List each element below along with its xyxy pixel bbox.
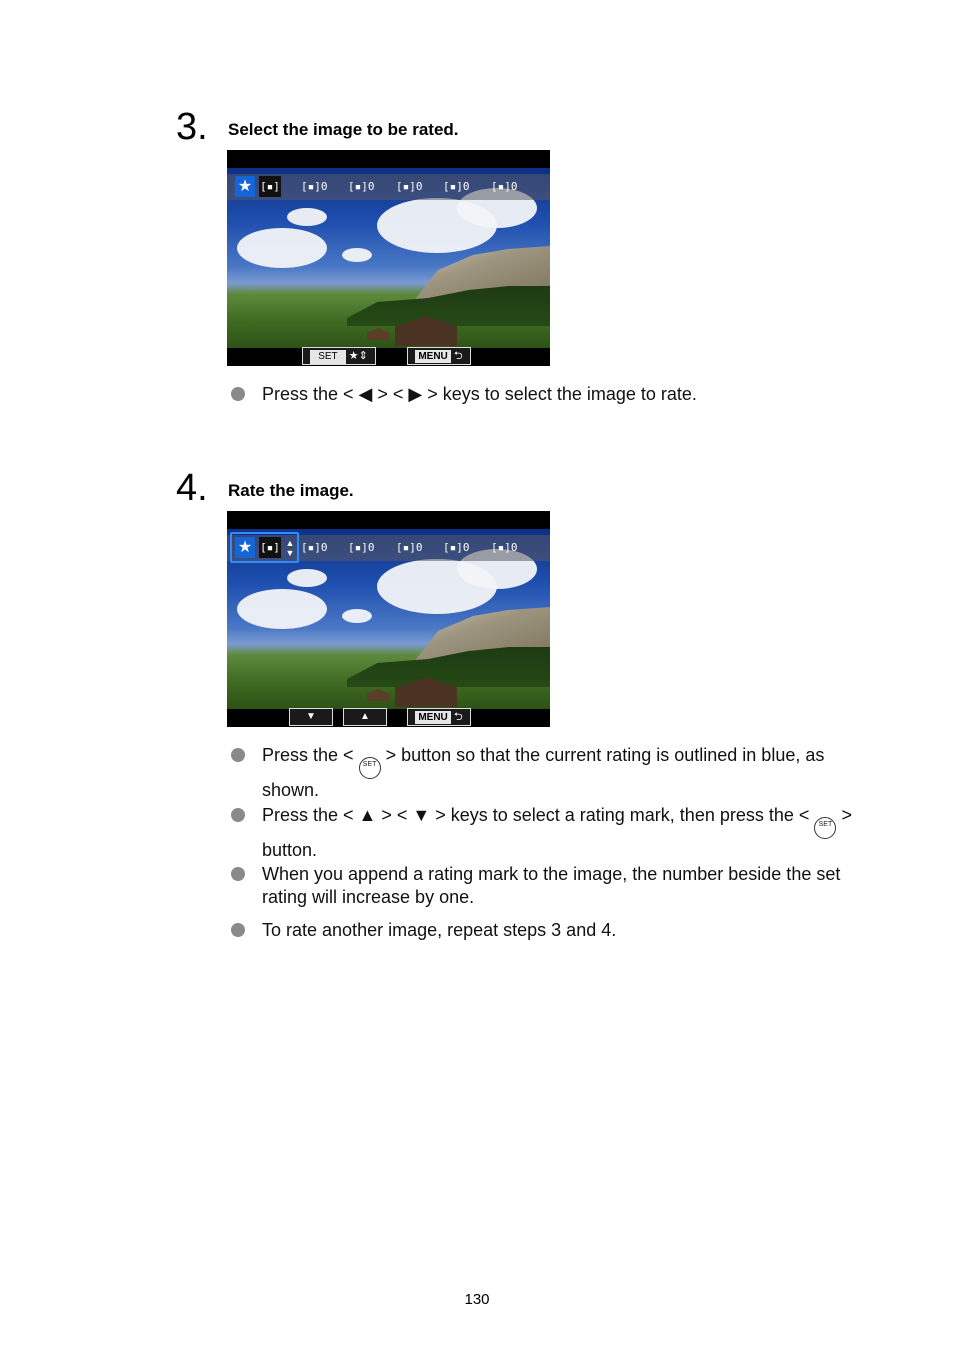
star-updown-icon: ★⇕ bbox=[348, 350, 368, 362]
bullet-icon bbox=[231, 808, 245, 822]
star-icon: ★ bbox=[235, 537, 255, 558]
rating-5-count: [▪]0 bbox=[491, 180, 518, 193]
camera-screen-step3 bbox=[227, 150, 550, 366]
rating-3-count: [▪]0 bbox=[396, 541, 423, 554]
step4-instruction-1: Press the < SET > button so that the current rating is outlined in blue, as shown. bbox=[262, 745, 825, 800]
rating-3-count: [▪]0 bbox=[396, 180, 423, 193]
set-button-icon: SET bbox=[359, 757, 381, 779]
rating-select-icon: [▪] bbox=[259, 537, 281, 558]
menu-back-button[interactable]: MENU ⮌ bbox=[407, 347, 471, 365]
back-icon: ⮌ bbox=[453, 711, 463, 723]
step-number-3: 3. bbox=[176, 106, 208, 148]
set-rating-button[interactable]: SET ★⇕ bbox=[302, 347, 376, 365]
rating-1-count: [▪]0 bbox=[301, 541, 328, 554]
step3-instruction: Press the < ◀ > < ▶ > keys to select the image to rate. bbox=[262, 384, 697, 404]
back-icon: ⮌ bbox=[453, 350, 463, 362]
set-button-icon: SET bbox=[814, 817, 836, 839]
bullet-icon bbox=[231, 867, 245, 881]
rating-2-count: [▪]0 bbox=[348, 541, 375, 554]
up-button[interactable]: ▲ bbox=[343, 708, 387, 726]
step-title-3: Select the image to be rated. bbox=[228, 120, 459, 139]
updown-arrow-icon: ▲ ▼ bbox=[285, 538, 295, 558]
bullet-icon bbox=[231, 748, 245, 762]
star-icon: ★ bbox=[235, 176, 255, 197]
bullet-icon bbox=[231, 387, 245, 401]
rating-4-count: [▪]0 bbox=[443, 180, 470, 193]
rating-select-icon: [▪] bbox=[259, 176, 281, 197]
camera-screen-step4 bbox=[227, 511, 550, 727]
bullet-icon bbox=[231, 923, 245, 937]
menu-back-button[interactable]: MENU ⮌ bbox=[407, 708, 471, 726]
page-number: 130 bbox=[464, 1291, 490, 1308]
rating-5-count: [▪]0 bbox=[491, 541, 518, 554]
rating-4-count: [▪]0 bbox=[443, 541, 470, 554]
rating-1-count: [▪]0 bbox=[301, 180, 328, 193]
rating-2-count: [▪]0 bbox=[348, 180, 375, 193]
step-title-4: Rate the image. bbox=[228, 481, 354, 500]
down-button[interactable]: ▼ bbox=[289, 708, 333, 726]
step4-instruction-4: To rate another image, repeat steps 3 and 4. bbox=[262, 920, 617, 940]
step4-instruction-2: Press the < ▲ > < ▼ > keys to select a rating mark, then press the < SET > button. bbox=[262, 805, 852, 860]
step-number-4: 4. bbox=[176, 467, 208, 509]
step4-instruction-3: When you append a rating mark to the image, the number beside the set rating will increase by one. bbox=[262, 864, 841, 907]
